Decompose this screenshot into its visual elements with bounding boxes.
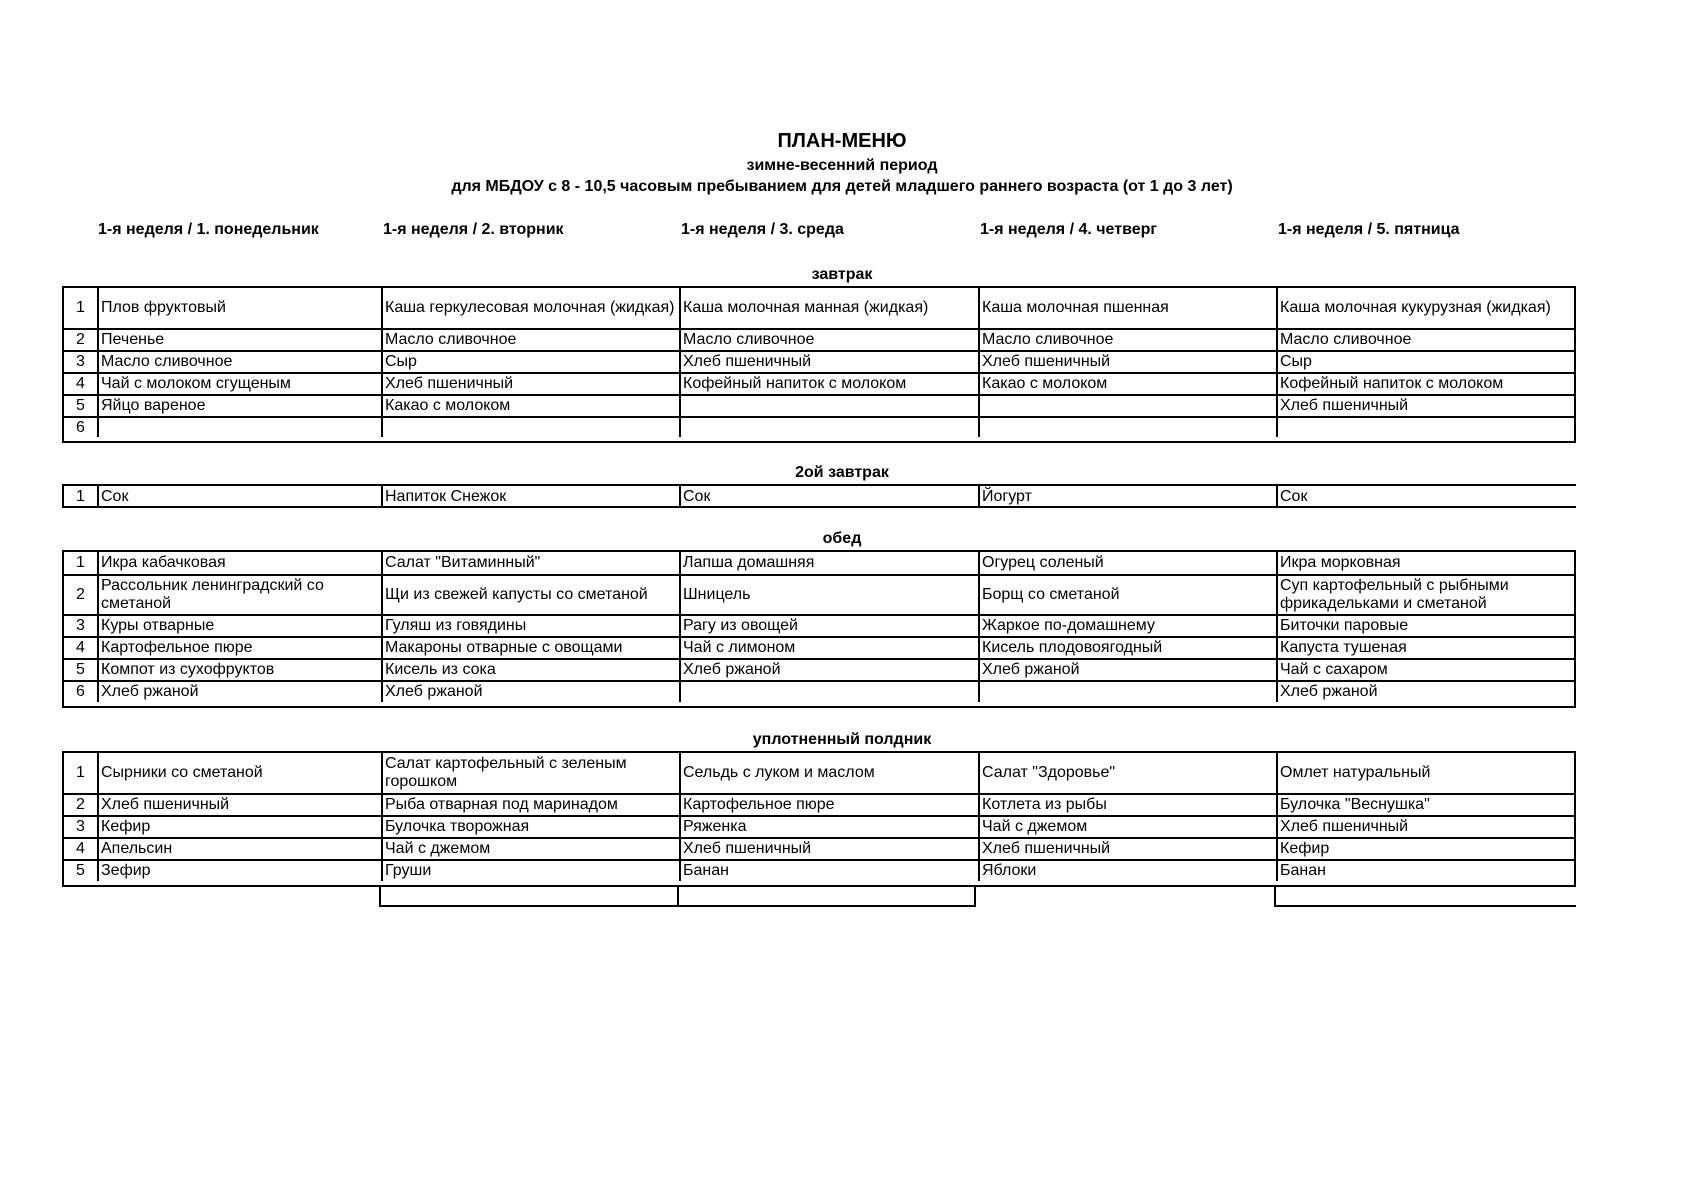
- menu-cell: Кефир: [1276, 839, 1574, 859]
- menu-cell: [679, 418, 978, 437]
- menu-cell: Булочка "Веснушка": [1276, 795, 1574, 815]
- row-number: 6: [76, 418, 85, 436]
- table-row: [64, 658, 1574, 680]
- table-row: [64, 328, 1574, 350]
- menu-cell: Икра морковная: [1276, 552, 1574, 574]
- menu-cell: Кисель из сока: [381, 660, 679, 680]
- table-row: [64, 372, 1574, 394]
- menu-cell: Яйцо вареное: [97, 396, 381, 416]
- row-number: 3: [76, 353, 85, 370]
- row-number: 1: [76, 554, 85, 571]
- table-row: [64, 486, 1576, 508]
- menu-cell: Масло сливочное: [1276, 330, 1574, 350]
- row-number: 2: [76, 796, 85, 813]
- row-number: 1: [76, 764, 85, 781]
- menu-cell: Сельдь с луком и маслом: [679, 753, 978, 793]
- menu-cell: Хлеб пшеничный: [679, 352, 978, 372]
- menu-cell: Банан: [679, 861, 978, 881]
- table-row: [64, 636, 1574, 658]
- day-header-thursday: 1-я неделя / 4. четверг: [980, 221, 1158, 238]
- page-title: ПЛАН-МЕНЮ: [777, 130, 907, 152]
- day-header-tuesday: 1-я неделя / 2. вторник: [383, 221, 564, 238]
- menu-cell: Хлеб пшеничный: [1276, 396, 1574, 416]
- menu-cell: Хлеб пшеничный: [97, 795, 381, 815]
- menu-cell: Суп картофельный с рыбными фрикадельками и сметаной: [1276, 576, 1574, 614]
- menu-cell: Каша молочная пшенная: [978, 288, 1276, 328]
- section-title-afternoon-snack: уплотненный полдник: [752, 731, 932, 748]
- menu-cell: Куры отварные: [97, 616, 381, 636]
- menu-cell: Плов фруктовый: [97, 288, 381, 328]
- menu-cell: Борщ со сметаной: [978, 576, 1276, 614]
- row-number: 5: [76, 397, 85, 414]
- table-row: [64, 416, 1574, 437]
- page-description: для МБДОУ с 8 - 10,5 часовым пребыванием для детей младшего раннего возраста (от 1 до 3 лет): [451, 178, 1233, 195]
- menu-table-afternoon-snack: [62, 751, 1576, 887]
- menu-cell: Кофейный напиток с молоком: [1276, 374, 1574, 394]
- menu-cell: Шницель: [679, 576, 978, 614]
- empty-cell: [1274, 885, 1576, 907]
- table-row: [64, 837, 1574, 859]
- menu-cell: Макароны отварные с овощами: [381, 638, 679, 658]
- row-number: 3: [76, 617, 85, 634]
- menu-cell: Хлеб пшеничный: [1276, 817, 1574, 837]
- menu-cell: Масло сливочное: [679, 330, 978, 350]
- row-number: 4: [76, 375, 85, 392]
- menu-cell: Капуста тушеная: [1276, 638, 1574, 658]
- table-row: [64, 753, 1574, 793]
- menu-cell: Хлеб ржаной: [679, 660, 978, 680]
- menu-cell: Хлеб пшеничный: [679, 839, 978, 859]
- menu-cell: Какао с молоком: [381, 396, 679, 416]
- menu-cell: Салат "Здоровье": [978, 753, 1276, 793]
- menu-cell: Котлета из рыбы: [978, 795, 1276, 815]
- table-row: [64, 680, 1574, 702]
- menu-cell: Кисель плодовоягодный: [978, 638, 1276, 658]
- menu-cell: Сок: [1276, 486, 1574, 508]
- menu-cell: Ряженка: [679, 817, 978, 837]
- table-row: [64, 793, 1574, 815]
- menu-cell: [1276, 418, 1574, 437]
- menu-cell: Сыр: [1276, 352, 1574, 372]
- menu-table-second-breakfast: [62, 484, 1576, 508]
- menu-cell: [381, 418, 679, 437]
- menu-cell: [97, 418, 381, 437]
- menu-cell: Кофейный напиток с молоком: [679, 374, 978, 394]
- menu-cell: Щи из свежей капусты со сметаной: [381, 576, 679, 614]
- menu-cell: [978, 418, 1276, 437]
- menu-cell: [978, 682, 1276, 702]
- row-number: 4: [76, 840, 85, 857]
- menu-cell: Картофельное пюре: [679, 795, 978, 815]
- menu-cell: Рыба отварная под маринадом: [381, 795, 679, 815]
- menu-cell: Лапша домашняя: [679, 552, 978, 574]
- menu-cell: Каша молочная манная (жидкая): [679, 288, 978, 328]
- menu-cell: Банан: [1276, 861, 1574, 881]
- empty-cell: [677, 885, 976, 907]
- menu-cell: Сок: [679, 486, 978, 508]
- row-number: 6: [76, 683, 85, 700]
- section-title-second-breakfast: 2ой завтрак: [795, 464, 889, 481]
- section-title-breakfast: завтрак: [811, 266, 873, 283]
- menu-cell: [679, 396, 978, 416]
- menu-cell: Сыр: [381, 352, 679, 372]
- menu-cell: [679, 682, 978, 702]
- menu-cell: Рассольник ленинградский со сметаной: [97, 576, 381, 614]
- menu-cell: Хлеб пшеничный: [978, 839, 1276, 859]
- menu-cell: Напиток Снежок: [381, 486, 679, 508]
- table-row: [64, 574, 1574, 614]
- menu-cell: Каша геркулесовая молочная (жидкая): [381, 288, 679, 328]
- menu-cell: Кефир: [97, 817, 381, 837]
- menu-cell: Апельсин: [97, 839, 381, 859]
- menu-cell: Сырники со сметаной: [97, 753, 381, 793]
- row-number: 1: [76, 488, 85, 505]
- menu-cell: Биточки паровые: [1276, 616, 1574, 636]
- menu-table-lunch: [62, 550, 1576, 708]
- menu-cell: Икра кабачковая: [97, 552, 381, 574]
- menu-cell: Яблоки: [978, 861, 1276, 881]
- menu-cell: Омлет натуральный: [1276, 753, 1574, 793]
- row-number: 2: [76, 331, 85, 348]
- menu-cell: Чай с джемом: [381, 839, 679, 859]
- day-header-wednesday: 1-я неделя / 3. среда: [681, 221, 844, 238]
- row-number: 5: [76, 661, 85, 678]
- menu-cell: Чай с лимоном: [679, 638, 978, 658]
- menu-cell: Какао с молоком: [978, 374, 1276, 394]
- menu-cell: Хлеб ржаной: [978, 660, 1276, 680]
- menu-cell: Зефир: [97, 861, 381, 881]
- table-row: [64, 350, 1574, 372]
- menu-cell: Салат "Витаминный": [381, 552, 679, 574]
- menu-cell: Компот из сухофруктов: [97, 660, 381, 680]
- page-subtitle: зимне-весенний период: [746, 157, 938, 174]
- table-row: [64, 552, 1574, 574]
- table-row: [64, 815, 1574, 837]
- menu-cell: Хлеб ржаной: [381, 682, 679, 702]
- row-number: 2: [76, 586, 85, 603]
- menu-cell: Картофельное пюре: [97, 638, 381, 658]
- menu-cell: Жаркое по-домашнему: [978, 616, 1276, 636]
- row-number: 1: [76, 299, 85, 316]
- menu-cell: Масло сливочное: [97, 352, 381, 372]
- day-header-friday: 1-я неделя / 5. пятница: [1278, 221, 1460, 238]
- menu-cell: Хлеб пшеничный: [381, 374, 679, 394]
- menu-cell: Йогурт: [978, 486, 1276, 508]
- menu-cell: Чай с сахаром: [1276, 660, 1574, 680]
- menu-cell: Печенье: [97, 330, 381, 350]
- menu-cell: Огурец соленый: [978, 552, 1276, 574]
- menu-cell: Гуляш из говядины: [381, 616, 679, 636]
- row-number: 4: [76, 639, 85, 656]
- menu-cell: Чай с джемом: [978, 817, 1276, 837]
- table-row: [64, 614, 1574, 636]
- menu-table-breakfast: [62, 286, 1576, 443]
- menu-cell: Каша молочная кукурузная (жидкая): [1276, 288, 1574, 328]
- menu-cell: Груши: [381, 861, 679, 881]
- section-title-lunch: обед: [822, 530, 862, 547]
- table-row: [64, 859, 1574, 881]
- table-row: [64, 394, 1574, 416]
- menu-cell: Масло сливочное: [381, 330, 679, 350]
- table-row: [64, 288, 1574, 328]
- menu-cell: Хлеб ржаной: [1276, 682, 1574, 702]
- menu-cell: Хлеб ржаной: [97, 682, 381, 702]
- menu-cell: Хлеб пшеничный: [978, 352, 1276, 372]
- menu-cell: Чай с молоком сгущеным: [97, 374, 381, 394]
- menu-cell: Салат картофельный с зеленым горошком: [381, 753, 679, 793]
- row-number: 5: [76, 862, 85, 879]
- row-number: 3: [76, 818, 85, 835]
- day-header-monday: 1-я неделя / 1. понедельник: [98, 221, 319, 238]
- empty-cell: [379, 885, 679, 907]
- menu-cell: Сок: [97, 486, 381, 508]
- menu-cell: [978, 396, 1276, 416]
- menu-cell: Булочка творожная: [381, 817, 679, 837]
- menu-cell: Масло сливочное: [978, 330, 1276, 350]
- menu-cell: Рагу из овощей: [679, 616, 978, 636]
